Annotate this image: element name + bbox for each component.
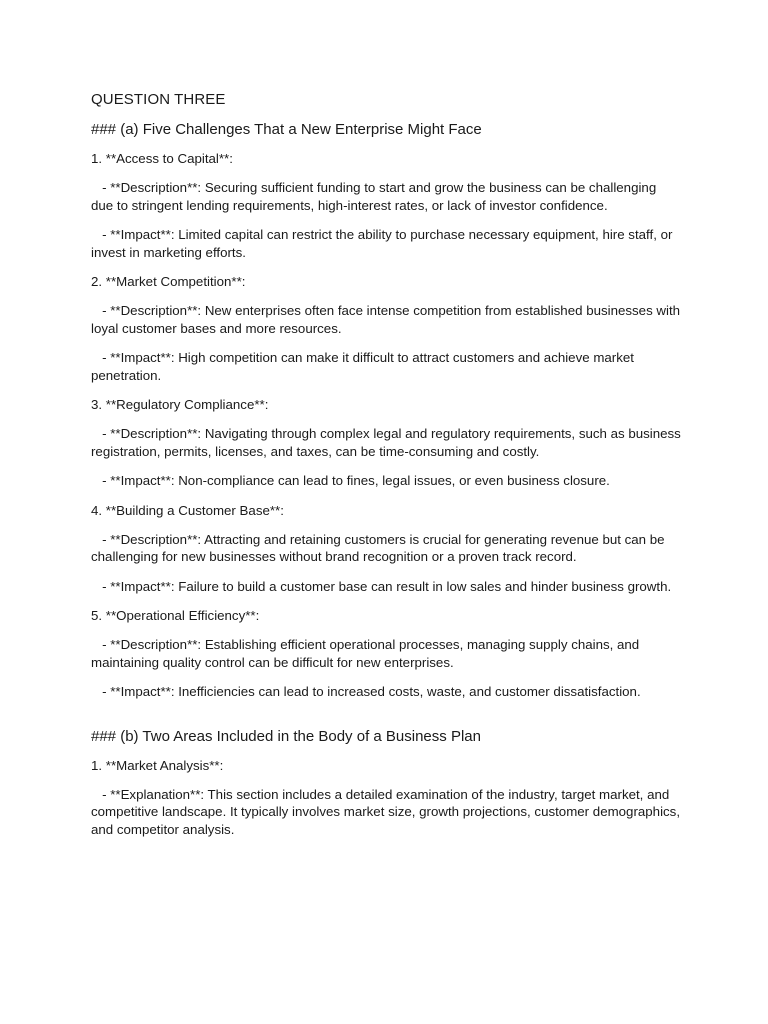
part-b-heading: ### (b) Two Areas Included in the Body of a Business Plan (91, 727, 481, 745)
challenge-4-impact: - **Impact**: Failure to build a customer base can result in low sales and hinder business growth. (102, 578, 672, 594)
challenge-5-impact: - **Impact**: Inefficiencies can lead to increased costs, waste, and customer dissatisfaction. (102, 684, 641, 699)
challenge-1-description: - **Description**: Securing sufficient funding to start and grow the business can be challenging due to stringent lending requirements, high-interest rates, or lack of investor confidence. (91, 180, 657, 213)
challenge-3-impact: - **Impact**: Non-compliance can lead to fines, legal issues, or even business closure. (102, 473, 610, 488)
question-title: QUESTION THREE (91, 91, 226, 108)
challenge-4-description: - **Description**: Attracting and retaining customers is crucial for generating revenue but can be challenging for new businesses without brand recognition or a proven track record. (91, 531, 665, 564)
challenge-5-label: 5. **Operational Efficiency**: (91, 608, 260, 623)
challenge-1-impact: - **Impact**: Limited capital can restrict the ability to purchase necessary equipment, hire staff, or invest in marketing efforts. (91, 227, 673, 260)
part-a-heading: ### (a) Five Challenges That a New Enterprise Might Face (91, 121, 482, 138)
challenge-3-description: - **Description**: Navigating through complex legal and regulatory requirements, such as business registration, permits, licenses, and taxes, can be time-consuming and costly. (91, 426, 681, 459)
challenge-2-description: - **Description**: New enterprises often face intense competition from established businesses with loyal customer bases and more resources. (91, 303, 681, 336)
challenge-4-label: 4. **Building a Customer Base**: (91, 502, 284, 518)
area-1-label: 1. **Market Analysis**: (91, 757, 224, 773)
challenge-2-label: 2. **Market Competition**: (91, 274, 246, 289)
document-page (91, 90, 681, 850)
challenge-1-label: 1. **Access to Capital**: (91, 151, 233, 166)
challenge-5-description: - **Description**: Establishing efficient operational processes, managing supply chains, and maintaining quality control can be difficult for new enterprises. (91, 637, 640, 670)
challenge-2-impact: - **Impact**: High competition can make it difficult to attract customers and achieve market penetration. (91, 350, 634, 383)
challenge-3-label: 3. **Regulatory Compliance**: (91, 397, 269, 412)
area-1-explanation: - **Explanation**: This section includes a detailed examination of the industry, target market, and competitive landscape. It typically involves market size, growth projections, customer demographics, and competitor analysis. (91, 786, 681, 837)
